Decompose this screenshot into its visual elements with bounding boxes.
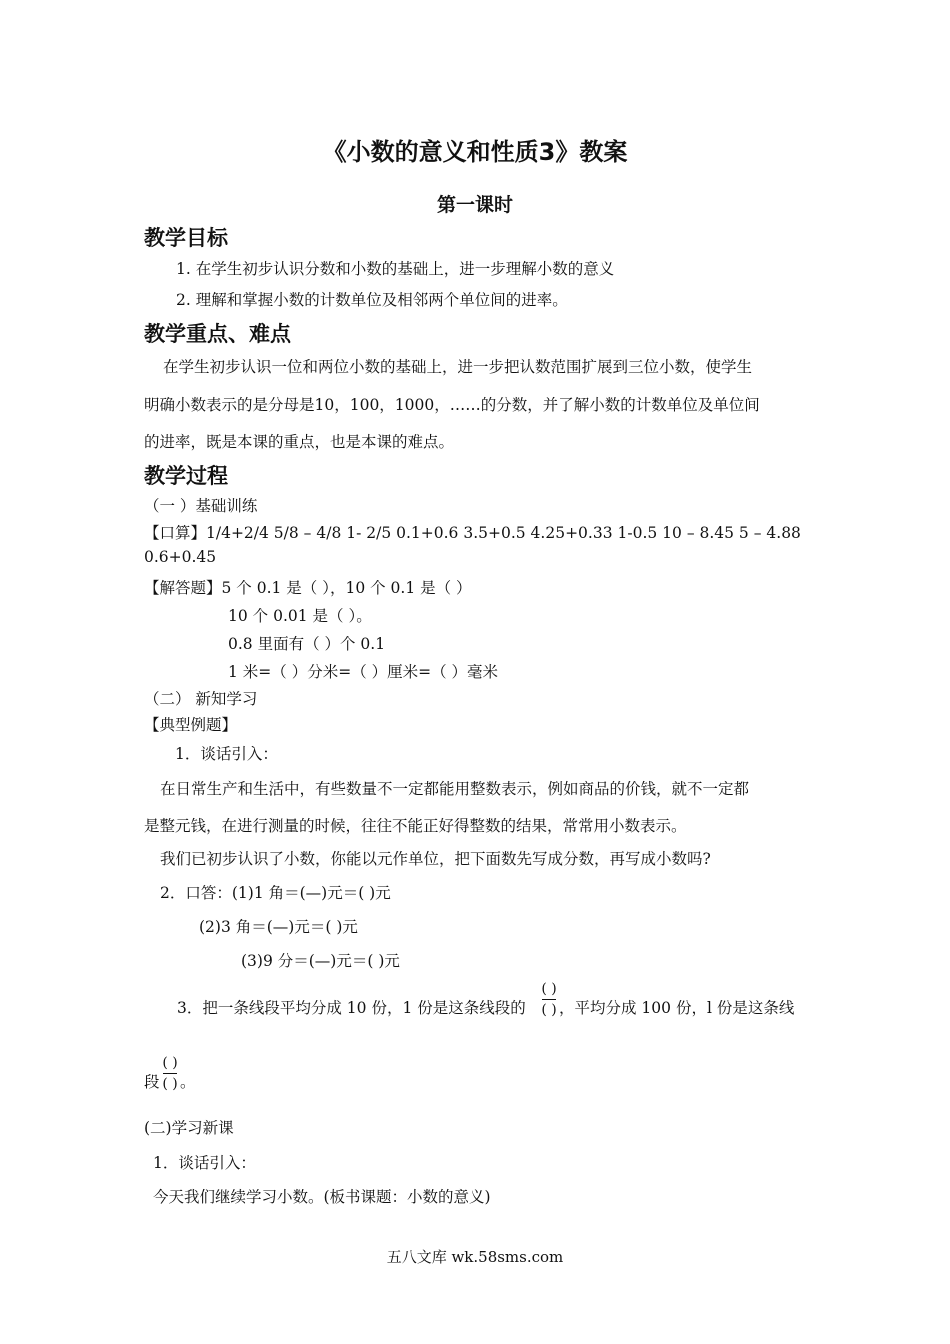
key-points-line-2: 明确小数表示的是分母是10，100，1000，……的分数，并了解小数的计数单位及单位间: [144, 396, 760, 414]
paragraph-1-line-1: 在日常生产和生活中，有些数量不一定都能用整数表示，例如商品的价钱，就不一定都: [160, 780, 750, 798]
oral-calc-line-1: 【口算】1/4+2/4 5/8 – 4/8 1- 2/5 0.1+0.6 3.5+0.5 4.25+0.33 1-0.5 10 – 8.45 5 – 4.88: [144, 524, 801, 542]
oral-calc-line-2: 0.6+0.45: [144, 548, 217, 566]
step-3-text-part4: 。: [180, 1073, 196, 1091]
qa-line-2: 10 个 0.01 是（ ）。: [228, 607, 372, 625]
key-points-line-1: 在学生初步认识一位和两位小数的基础上，进一步把认数范围扩展到三位小数，使学生: [163, 358, 753, 376]
blank-fraction-2: [161, 1054, 179, 1093]
step-3-text-part3: 段: [144, 1073, 160, 1091]
oral-answer-line-3: (3)9 分＝(—)元＝( )元: [241, 952, 400, 970]
page-title: 《小数的意义和性质3》教案: [322, 138, 628, 166]
key-points-line-3: 的进率，既是本课的重点，也是本课的难点。: [144, 433, 455, 451]
paragraph-1-line-2: 是整元钱，在进行测量的时候，往往不能正好得整数的结果，常常用小数表示。: [144, 817, 687, 835]
paragraph-2: 我们已初步认识了小数，你能以元作单位，把下面数先写成分数，再写成小数吗?: [160, 850, 711, 868]
fraction-bar: [163, 1073, 177, 1074]
step-1-label: 1．谈话引入：: [175, 745, 278, 763]
goal-item-2: 2. 理解和掌握小数的计数单位及相邻两个单位间的进率。: [176, 291, 568, 309]
section-heading-key-points: 教学重点、难点: [144, 322, 291, 346]
step-3-text-part1: 3．把一条线段平均分成 10 份，1 份是这条线段的: [177, 999, 526, 1017]
part2-heading: （二） 新知学习: [144, 690, 258, 708]
qa-line-3: 0.8 里面有（ ）个 0.1: [228, 635, 386, 653]
page-footer: 五八文库 wk.58sms.com: [386, 1248, 564, 1266]
oral-answer-line-1: 2．口答：(1)1 角＝(—)元＝( )元: [160, 884, 391, 902]
fraction-numerator: ( ): [162, 1055, 178, 1071]
fraction-denominator: ( ): [541, 1002, 557, 1018]
fraction-numerator: ( ): [541, 981, 557, 997]
step-1-new-label: 1．谈话引入：: [153, 1154, 256, 1172]
blank-fraction-1: [540, 980, 558, 1019]
fraction-bar: [542, 999, 556, 1000]
step-3-text-part2: ，平均分成 100 份，l 份是这条线: [559, 999, 795, 1017]
page-subtitle: 第一课时: [436, 194, 513, 216]
paragraph-3: 今天我们继续学习小数。(板书课题：小数的意义): [153, 1188, 491, 1206]
goal-item-1: 1. 在学生初步认识分数和小数的基础上，进一步理解小数的意义: [176, 260, 615, 278]
part3-heading: (二)学习新课: [144, 1119, 234, 1137]
fraction-denominator: ( ): [162, 1076, 178, 1092]
qa-line-1: 【解答题】5 个 0.1 是（ ），10 个 0.1 是（ ）: [144, 579, 472, 597]
qa-line-4: 1 米=（ ）分米=（ ）厘米=（ ）毫米: [228, 663, 499, 681]
oral-answer-line-2: (2)3 角＝(—)元＝( )元: [199, 918, 358, 936]
examples-heading: 【典型例题】: [144, 716, 238, 734]
part1-heading: （一 ）基础训练: [144, 497, 258, 515]
section-heading-process: 教学过程: [144, 464, 228, 488]
section-heading-goals: 教学目标: [144, 226, 228, 250]
